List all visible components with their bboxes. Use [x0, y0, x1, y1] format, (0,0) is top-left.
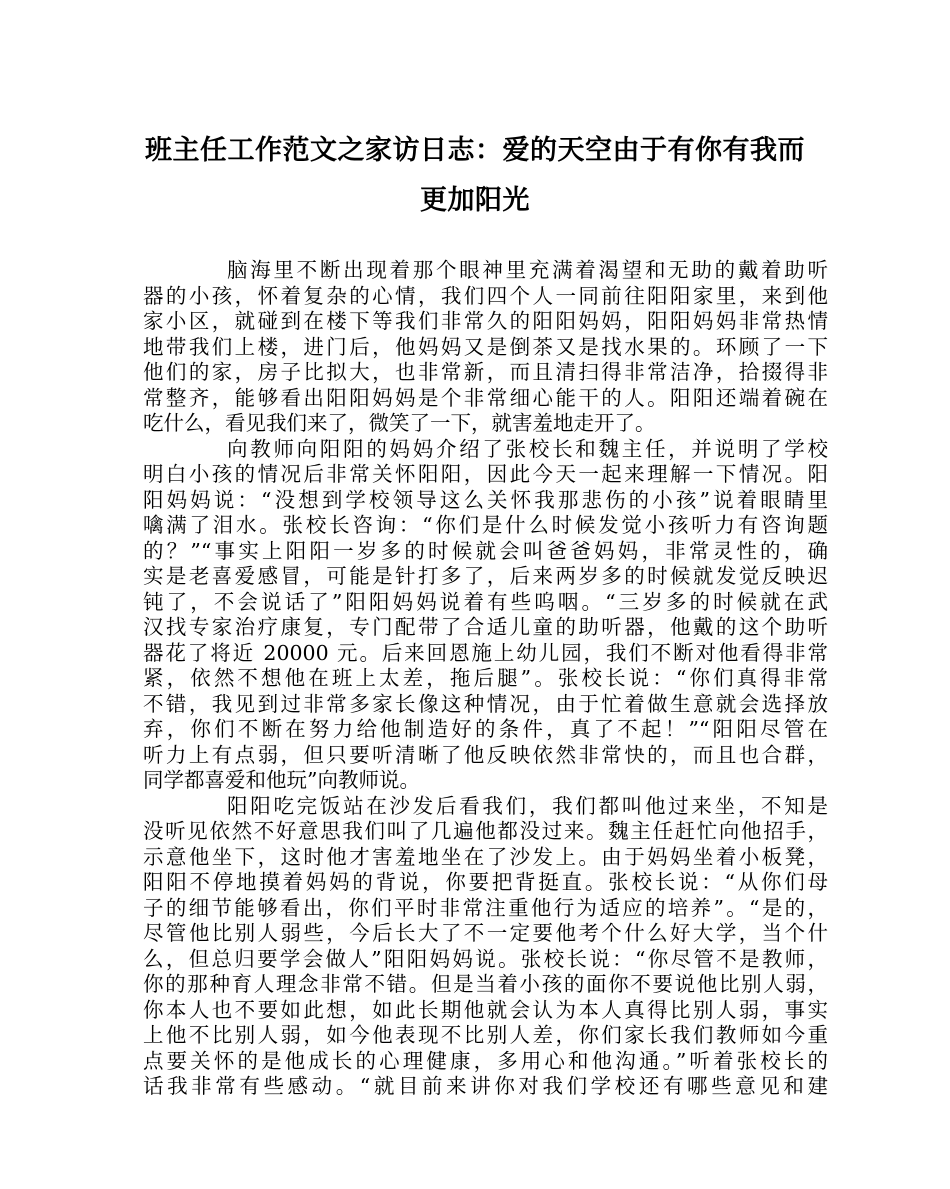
document-body: [143, 258, 828, 1100]
text-line: 器花了将近 20000 元。后来回恩施上幼儿园，我们不断对他看得非常: [143, 640, 828, 665]
text-line: 向教师向阳阳的妈妈介绍了张校长和魏主任，并说明了学校: [227, 436, 828, 461]
text-line: 尽管他比别人弱些，今后长大了不一定要他考个什么好大学，当个什: [143, 921, 828, 945]
text-line: 点要关怀的是他成长的心理健康，多用心和他沟通。”听着张校长的: [143, 1048, 828, 1073]
text-line: 吃什么，看见我们来了，微笑了一下，就害羞地走开了。: [143, 411, 656, 435]
text-line: 子的细节能够看出，你们平时非常注重他行为适应的培养”。“是的，: [143, 895, 828, 920]
text-line: 他们的家，房子比拟大，也非常新，而且清扫得非常洁净，拾掇得非: [143, 360, 828, 384]
text-line: 听力上有点弱，但只要听清晰了他反映依然非常快的，而且也合群，: [143, 742, 828, 767]
text-line: 阳阳不停地摸着妈妈的背说，你要把背挺直。张校长说：“从你们母: [143, 870, 828, 894]
text-line: 紧，依然不想他在班上太差，拖后腿”。张校长说：“你们真得非常: [143, 666, 828, 690]
text-line: 示意他坐下，这时他才害羞地坐在了沙发上。由于妈妈坐着小板凳，: [143, 844, 828, 869]
text-line: 阳妈妈说：“没想到学校领导这么关怀我那悲伤的小孩”说着眼睛里: [143, 487, 828, 512]
text-line: 上他不比别人弱，如今他表现不比别人差，你们家长我们教师如今重: [143, 1023, 828, 1047]
text-line: 没听见依然不好意思我们叫了几遍他都没过来。魏主任赶忙向他招手，: [143, 819, 828, 843]
text-line: 实是老喜爱感冒，可能是针打多了，后来两岁多的时候就发觉反映迟: [143, 564, 828, 588]
text-line: 器的小孩，怀着复杂的心情，我们四个人一同前往阳阳家里，来到他: [143, 283, 828, 308]
text-line: 汉找专家治疗康复，专门配带了合适儿童的助听器，他戴的这个助听: [143, 615, 828, 639]
text-line: 地带我们上楼，进门后，他妈妈又是倒茶又是找水果的。环顾了一下: [143, 334, 828, 359]
text-line: 你本人也不要如此想，如此长期他就会认为本人真得比别人弱，事实: [143, 997, 828, 1022]
paragraph: [143, 794, 828, 1100]
document-title-line-1: 班主任工作范文之家访日志：爱的天空由于有你有我而: [145, 135, 805, 166]
text-line: 的？”“事实上阳阳一岁多的时候就会叫爸爸妈妈，非常灵性的，确: [143, 538, 828, 563]
text-line: 弃，你们不断在努力给他制造好的条件，真了不起！”“阳阳尽管在: [143, 717, 828, 741]
paragraph: [143, 258, 828, 437]
text-line: 话我非常有些感动。“就目前来讲你对我们学校还有哪些意见和建: [143, 1074, 828, 1098]
text-line: 阳阳吃完饭站在沙发后看我们，我们都叫他过来坐，不知是: [227, 793, 828, 818]
text-line: 明白小孩的情况后非常关怀阳阳，因此今天一起来理解一下情况。阳: [143, 462, 828, 486]
text-line: 常整齐，能够看出阳阳妈妈是个非常细心能干的人。阳阳还端着碗在: [143, 385, 828, 410]
paragraph: [143, 437, 828, 794]
text-line: 钝了，不会说话了”阳阳妈妈说着有些呜咽。“三岁多的时候就在武: [143, 589, 828, 614]
text-line: 不错，我见到过非常多家长像这种情况，由于忙着做生意就会选择放: [143, 691, 828, 716]
text-line: 噙满了泪水。张校长咨询：“你们是什么时候发觉小孩听力有咨询题: [143, 513, 828, 537]
text-line: 同学都喜爱和他玩”向教师说。: [143, 768, 420, 792]
text-line: 你的那种育人理念非常不错。但是当着小孩的面你不要说他比别人弱，: [143, 972, 828, 996]
text-line: 家小区，就碰到在楼下等我们非常久的阳阳妈妈，阳阳妈妈非常热情: [143, 309, 828, 333]
text-line: 脑海里不断出现着那个眼神里充满着渴望和无助的戴着助听: [227, 258, 828, 282]
text-line: 么，但总归要学会做人”阳阳妈妈说。张校长说：“你尽管不是教师，: [143, 946, 828, 971]
document-title-line-2: 更加阳光: [420, 185, 530, 216]
